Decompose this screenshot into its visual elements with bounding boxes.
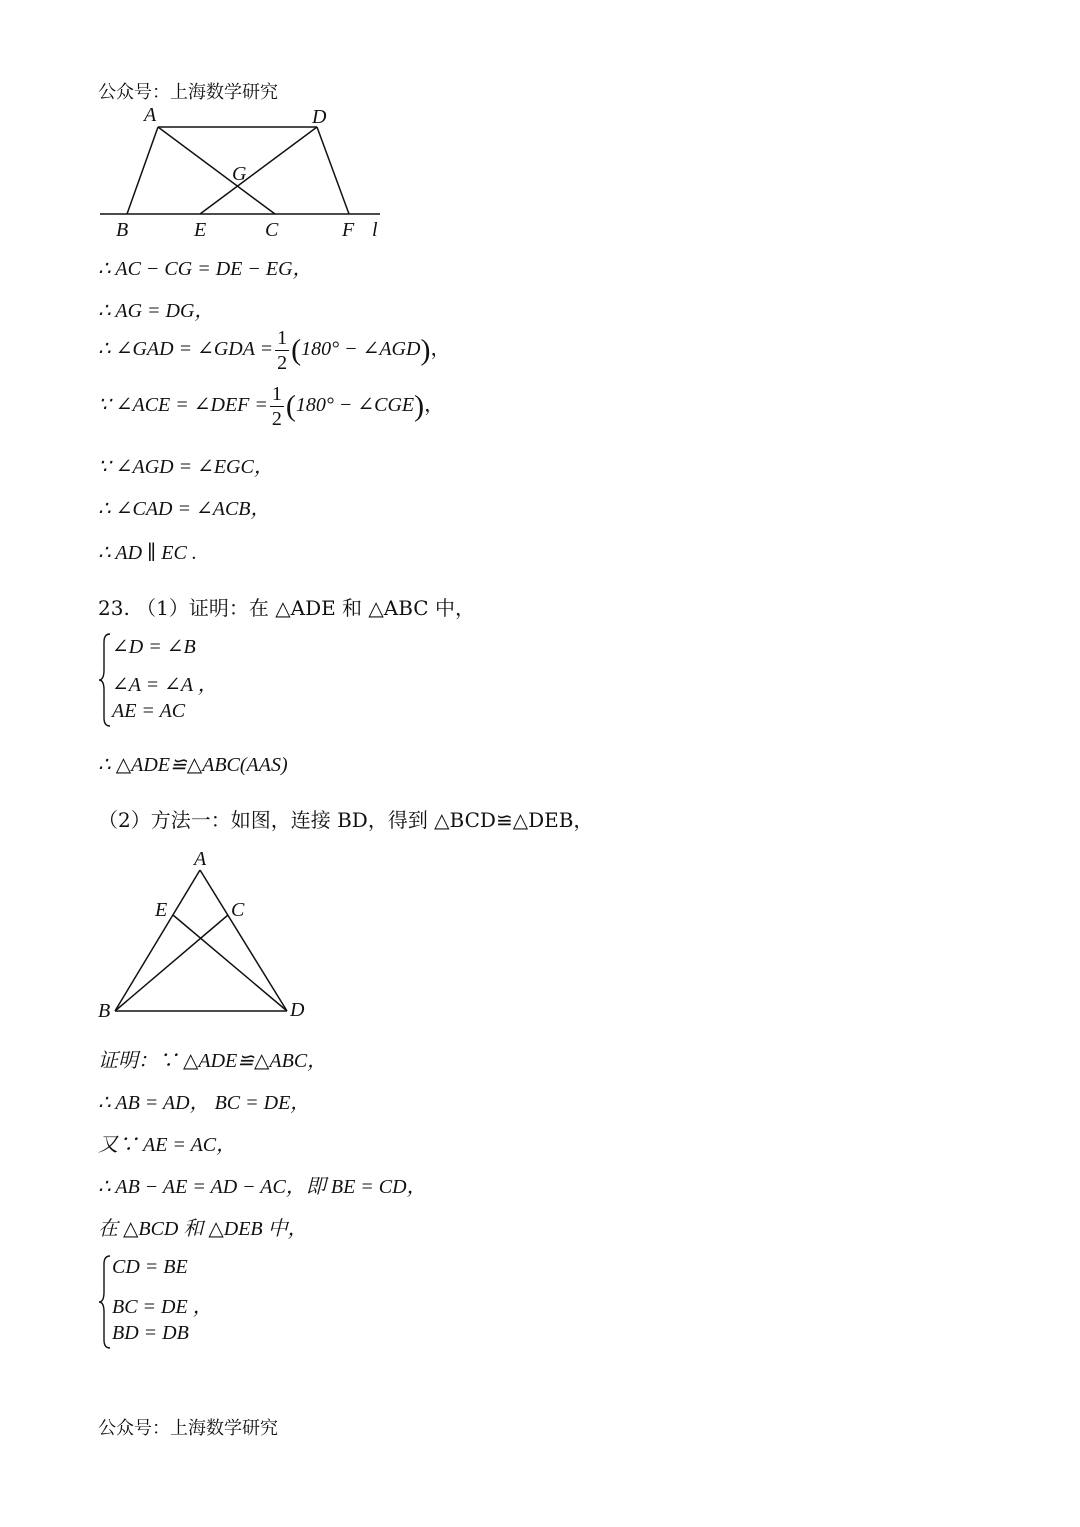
line-3-left: ∴ ∠GAD = ∠GDA =: [98, 338, 274, 361]
segment-C-to-B: [115, 915, 228, 1011]
footer-text: 公众号：上海数学研究: [98, 1418, 278, 1439]
proof-line-1: 证明：∵ △ADE≌△ABC，: [98, 1050, 328, 1072]
label-l: l: [372, 219, 378, 241]
segment-AD: [200, 870, 287, 1011]
fraction-half: [270, 384, 284, 429]
line-4: ∵ ∠ACE = ∠DEF = $\frac{1}{2}$ (180° − ∠CGE)，: [98, 383, 445, 430]
proof-line-4: ∴ AB − AE = AD − AC，即 BE = CD，: [98, 1176, 427, 1198]
fraction-denominator: 2: [271, 408, 282, 430]
segment-EC-to-D: [173, 915, 287, 1011]
line-3-right: 180° − ∠AGD: [301, 338, 421, 361]
conclusion-1: ∴ △ADE≌△ABC(AAS): [98, 754, 288, 776]
line-7: ∴ AD ∥ EC .: [98, 542, 197, 564]
label-B: B: [116, 219, 129, 241]
header-text: 公众号：上海数学研究: [98, 82, 278, 103]
question-23-part1: 23. （1）证明：在 △ADE 和 △ABC 中，: [98, 596, 475, 620]
question-23-part2: （2）方法一：如图，连接 BD，得到 △BCD≌△DEB，: [98, 808, 594, 832]
fraction-half: [275, 328, 289, 373]
line-4-right: 180° − ∠CGE: [295, 394, 415, 417]
line-6: ∴ ∠CAD = ∠ACB，: [98, 498, 271, 520]
line-4-left: ∵ ∠ACE = ∠DEF =: [98, 394, 268, 417]
line-1: ∴ AC − CG = DE − EG，: [98, 258, 313, 280]
system2-row-2: BC = DE ，: [112, 1296, 213, 1318]
line-3: ∴ ∠GAD = ∠GDA = $\frac{1}{2}$ (180° − ∠AGD)，: [98, 327, 451, 374]
equation-system-1: [98, 630, 298, 730]
label-G: G: [232, 163, 247, 185]
label-E: E: [155, 899, 168, 921]
fraction-numerator: 1: [271, 383, 282, 405]
label-A: A: [194, 848, 207, 870]
system2-row-1: CD = BE: [112, 1256, 188, 1278]
segment-AB: [115, 870, 200, 1011]
left-brace: [98, 630, 112, 730]
system1-row-3: AE = AC: [112, 700, 186, 722]
label-E: E: [194, 219, 207, 241]
proof-line-3: 又∵ AE = AC，: [98, 1134, 237, 1156]
left-brace: [98, 1252, 112, 1352]
label-A: A: [144, 104, 157, 126]
line-2: ∴ AG = DG，: [98, 300, 215, 322]
system1-row-1: ∠D = ∠B: [112, 636, 196, 658]
label-F: F: [342, 219, 355, 241]
system1-row-2: ∠A = ∠A ，: [112, 674, 218, 696]
label-C: C: [231, 899, 245, 921]
proof-line-5: 在 △BCD 和 △DEB 中，: [98, 1218, 308, 1240]
label-D: D: [312, 106, 327, 128]
equation-system-2: [98, 1252, 298, 1352]
figure-trapezoid: [0, 100, 420, 245]
segment-AB: [127, 127, 158, 214]
label-C: C: [265, 219, 279, 241]
fraction-numerator: 1: [277, 327, 288, 349]
line-5: ∵ ∠AGD = ∠EGC，: [98, 456, 274, 478]
segment-DF: [317, 127, 349, 214]
label-B: B: [98, 1000, 111, 1022]
system2-row-3: BD = DB: [112, 1322, 189, 1344]
label-D: D: [290, 999, 305, 1021]
figure-triangle: [0, 840, 340, 1025]
fraction-denominator: 2: [277, 352, 288, 374]
proof-line-2: ∴ AB = AD， BC = DE，: [98, 1092, 311, 1114]
